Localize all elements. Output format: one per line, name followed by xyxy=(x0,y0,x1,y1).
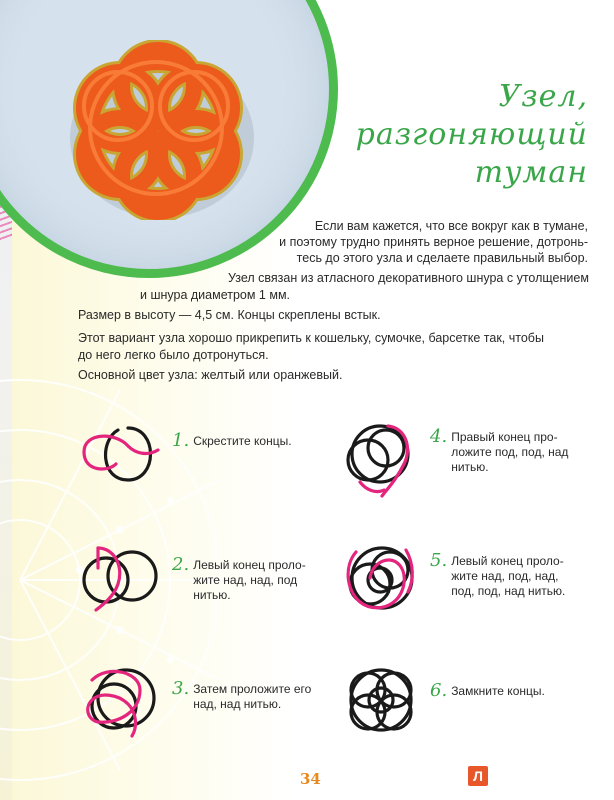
step-6-number: 6. xyxy=(430,680,448,701)
step-2-line-1: Левый конец проло- xyxy=(193,558,306,572)
step-5-line-1: Левый конец проло- xyxy=(451,554,564,568)
step-2-line-2: жите над, над, под xyxy=(193,573,298,587)
step-5-diagram xyxy=(336,540,426,620)
title-line-1: Узел, xyxy=(498,79,588,114)
step-3-text xyxy=(193,682,343,712)
step-5-line-2: жите над, под, над, xyxy=(451,569,559,583)
step-5 xyxy=(336,540,601,620)
step-4-diagram xyxy=(336,418,426,498)
step-3-diagram xyxy=(78,660,168,740)
intro-line-3: тесь до этого узла и сделаете правильный выбор. xyxy=(296,251,588,265)
step-3 xyxy=(78,660,343,740)
step-1-diagram xyxy=(78,420,168,488)
title-line-3: туман xyxy=(474,155,588,190)
intro-line-1: Если вам кажется, что все вокруг как в тумане, xyxy=(314,219,588,233)
step-2 xyxy=(78,540,343,612)
step-2-diagram xyxy=(78,540,168,612)
step-2-text xyxy=(193,558,343,603)
title-line-2: разгоняющий xyxy=(355,117,588,152)
step-2-number: 2. xyxy=(172,554,190,575)
step-6-diagram xyxy=(336,660,426,740)
step-5-text xyxy=(451,554,601,599)
step-4-line-2: ложите под, под, над xyxy=(451,445,569,459)
step-1 xyxy=(78,420,343,488)
step-3-line-2: над, над нитью. xyxy=(193,697,282,711)
step-3-number: 3. xyxy=(172,678,190,699)
step-1-line-1: Скрестите концы. xyxy=(193,434,292,448)
step-6-text xyxy=(451,684,601,700)
page-title xyxy=(338,78,588,192)
usage-line-1: Этот вариант узла хорошо прикрепить к кошельку, сумочке, барсетке так, чтобы xyxy=(78,331,544,345)
page-number: 34 xyxy=(300,770,321,788)
step-3-line-1: Затем проложите его xyxy=(193,682,312,696)
step-1-text xyxy=(193,434,343,450)
step-4-line-1: Правый конец про- xyxy=(451,430,558,444)
step-4-text xyxy=(451,430,601,475)
material-paragraph xyxy=(140,270,600,303)
material-line-1: Узел связан из атласного декоративного шнура с утолщением xyxy=(228,271,589,285)
publisher-logo-icon: Л xyxy=(468,766,488,786)
step-4-line-3: нитью. xyxy=(451,460,489,474)
usage-line-2: до него легко было дотронуться. xyxy=(78,347,269,362)
step-2-line-3: нитью. xyxy=(193,588,231,602)
intro-paragraph xyxy=(232,218,588,266)
usage-paragraph xyxy=(78,330,598,363)
step-1-number: 1. xyxy=(172,430,190,451)
step-4-number: 4. xyxy=(430,426,448,447)
intro-line-2: и поэтому трудно принять верное решение, дотронь- xyxy=(279,235,588,249)
step-5-number: 5. xyxy=(430,550,448,571)
size-paragraph: Размер в высоту — 4,5 см. Концы скреплены встык. xyxy=(78,308,381,322)
material-line-2: и шнура диаметром 1 мм. xyxy=(140,287,291,302)
knot-photo xyxy=(58,40,258,220)
step-6-line-1: Замкните концы. xyxy=(451,684,545,698)
color-paragraph: Основной цвет узла: желтый или оранжевый. xyxy=(78,368,343,382)
step-6 xyxy=(336,660,601,740)
step-5-line-3: под, под, над нитью. xyxy=(451,584,566,598)
step-4 xyxy=(336,418,601,498)
